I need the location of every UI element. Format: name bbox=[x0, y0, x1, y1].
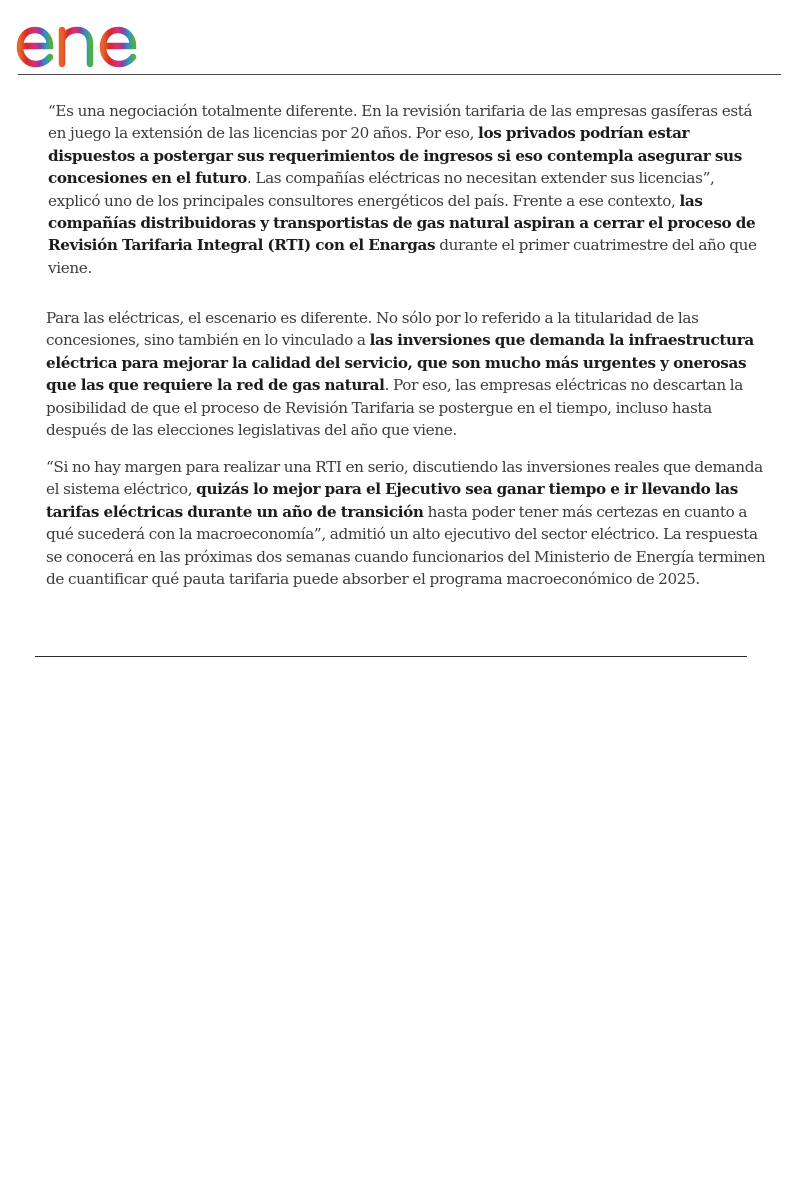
body-text: “Es una negociación totalmente diferente. En la revisión tarifaria de las empresas gasíferas está en juego la extensión de las licencias por 20 años. Por eso, bbox=[48, 102, 753, 143]
header-divider bbox=[18, 74, 781, 75]
page-header bbox=[0, 0, 800, 76]
body-text: durante el primer cuatrimestre del año que viene. bbox=[48, 236, 757, 277]
highlighted-text: quizás lo mejor para el Ejecutivo sea ganar tiempo e ir llevando las tarifas eléctricas durante un año de transición bbox=[46, 480, 738, 521]
body-text: Para las eléctricas, el escenario es diferente. No sólo por lo referido a la titularidad de las concesiones, sino también en lo vinculado a bbox=[46, 309, 699, 350]
body-text: . Las compañías eléctricas no necesitan extender sus licencias”, explicó uno de los principales consultores energéticos del país. Frente a ese contexto, bbox=[48, 169, 715, 210]
article-paragraph-3 bbox=[46, 456, 768, 590]
highlighted-text: las compañías distribuidoras y transportistas de gas natural aspiran a cerrar el proceso de Revisión Tarifaria Integral (RTI) con el Enargas bbox=[48, 191, 756, 255]
body-text: . Por eso, las empresas eléctricas no descartan la posibilidad de que el proceso de Revisión Tarifaria se postergue en el tiempo, incluso hasta después de las elecciones legislativas del año que viene. bbox=[46, 376, 744, 440]
article-paragraph-1 bbox=[48, 100, 768, 279]
body-text: hasta poder tener más certezas en cuanto a qué sucederá con la macroeconomía”, admitió un alto ejecutivo del sector eléctrico. La respuesta se conocerá en las próximas dos semanas cuando funcionarios del Ministerio de Energía terminen de cuantificar qué pauta tarifaria puede absorber el programa macroeconómico de 2025. bbox=[46, 502, 766, 589]
highlighted-text: las inversiones que demanda la infraestructura eléctrica para mejorar la calidad del servicio, que son mucho más urgentes y onerosas que las que requiere la red de gas natural bbox=[46, 331, 754, 395]
highlighted-text: los privados podrían estar dispuestos a postergar sus requerimientos de ingresos si eso contempla asegurar sus concesiones en el futuro bbox=[48, 124, 742, 188]
footer-divider bbox=[35, 656, 747, 657]
article-paragraph-2 bbox=[46, 307, 768, 441]
body-text: “Si no hay margen para realizar una RTI en serio, discutiendo las inversiones reales que demanda el sistema eléctrico, bbox=[46, 458, 763, 499]
enel-logo[interactable] bbox=[14, 6, 182, 70]
